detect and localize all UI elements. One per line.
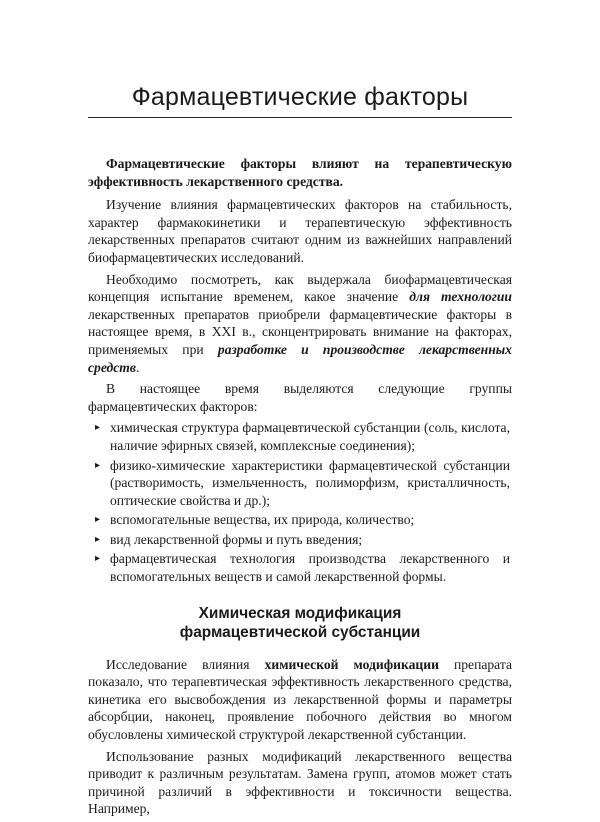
bullet-icon: ▸ — [95, 553, 101, 565]
paragraph-2-part-c: . — [135, 359, 140, 375]
page-body — [88, 155, 512, 822]
paragraph-2-part-a: Необходимо посмотреть, как выдержала биофармацевтическая концепция испытание временем, какое значение — [88, 271, 512, 305]
list-item — [88, 511, 512, 529]
section-title-line-2: фармацевтической субстанции — [179, 623, 421, 641]
factor-list — [88, 419, 512, 585]
title-divider — [88, 117, 512, 118]
paragraph-1: Изучение влияния фармацевтических факторов на стабильность, характер фармакокинетики и терапевтическую эффективность лекарственных препаратов считают одним из важнейших направлений биофармацевтических исследований. — [88, 197, 512, 265]
lead-paragraph — [88, 155, 512, 190]
list-item-text: химическая структура фармацевтической субстанции (соль, кислота, наличие эфирных связей, комплексные соединения); — [110, 420, 510, 453]
bullet-icon: ▸ — [95, 514, 101, 526]
list-item-text: фармацевтическая технология производства лекарственного и вспомогательных веществ и самой лекарственной формы. — [110, 551, 510, 585]
bullet-icon: ▸ — [95, 422, 101, 434]
section-paragraph-1-part-a: Исследование влияния — [106, 656, 265, 672]
bullet-icon: ▸ — [95, 533, 101, 545]
paragraph-3: В настоящее время выделяются следующие группы фармацевтических факторов: — [88, 381, 512, 414]
section-title — [88, 604, 512, 642]
emphasis-development: разработке и производстве лекарственных средств — [88, 341, 512, 375]
list-item — [88, 457, 512, 510]
section-title-line-1: Химическая модификация — [198, 604, 402, 622]
emphasis-chemical-modification: химической модификации — [264, 656, 439, 672]
section-paragraph-2: Использование разных модификаций лекарственного вещества приводит к различным результатам. Замена групп, атомов может стать причиной различий в эффективности и токсичности вещества. Например, — [88, 748, 512, 817]
list-item — [88, 550, 512, 585]
section-paragraph-1 — [88, 656, 512, 744]
list-item-text: вид лекарственной формы и путь введения; — [110, 531, 363, 547]
chapter-title: Фармацевтические факторы — [131, 83, 469, 111]
paragraph-2-part-b: лекарственных препаратов приобрели фармацевтические факторы в настоящее время, в XXI в., сконцентрировать внимание на факторах, применяемых при — [88, 306, 512, 357]
lead-bold-text: Фармацевтические факторы влияют на терапевтическую эффективность лекарственного средства. — [88, 156, 512, 189]
emphasis-technology: для технологии — [409, 289, 512, 305]
section-paragraph-1-part-b: препарата показало, что терапевтическая эффективность лекарственного средства, кинетика его высвобождения из лекарственной формы и параметры абсорбции, наконец, проявление побочного действия во многом обусловлены химической структурой лекарственной субстанции. — [88, 656, 513, 743]
list-item — [88, 531, 512, 549]
bullet-icon: ▸ — [95, 459, 101, 471]
paragraph-2 — [88, 271, 512, 377]
list-item — [88, 419, 512, 454]
list-item-text: вспомогательные вещества, их природа, количество; — [110, 512, 415, 528]
list-item-text: физико-химические характеристики фармацевтической субстанции (растворимость, измельченность, полиморфизм, кристалличность, оптические свойства и др.); — [110, 457, 510, 508]
